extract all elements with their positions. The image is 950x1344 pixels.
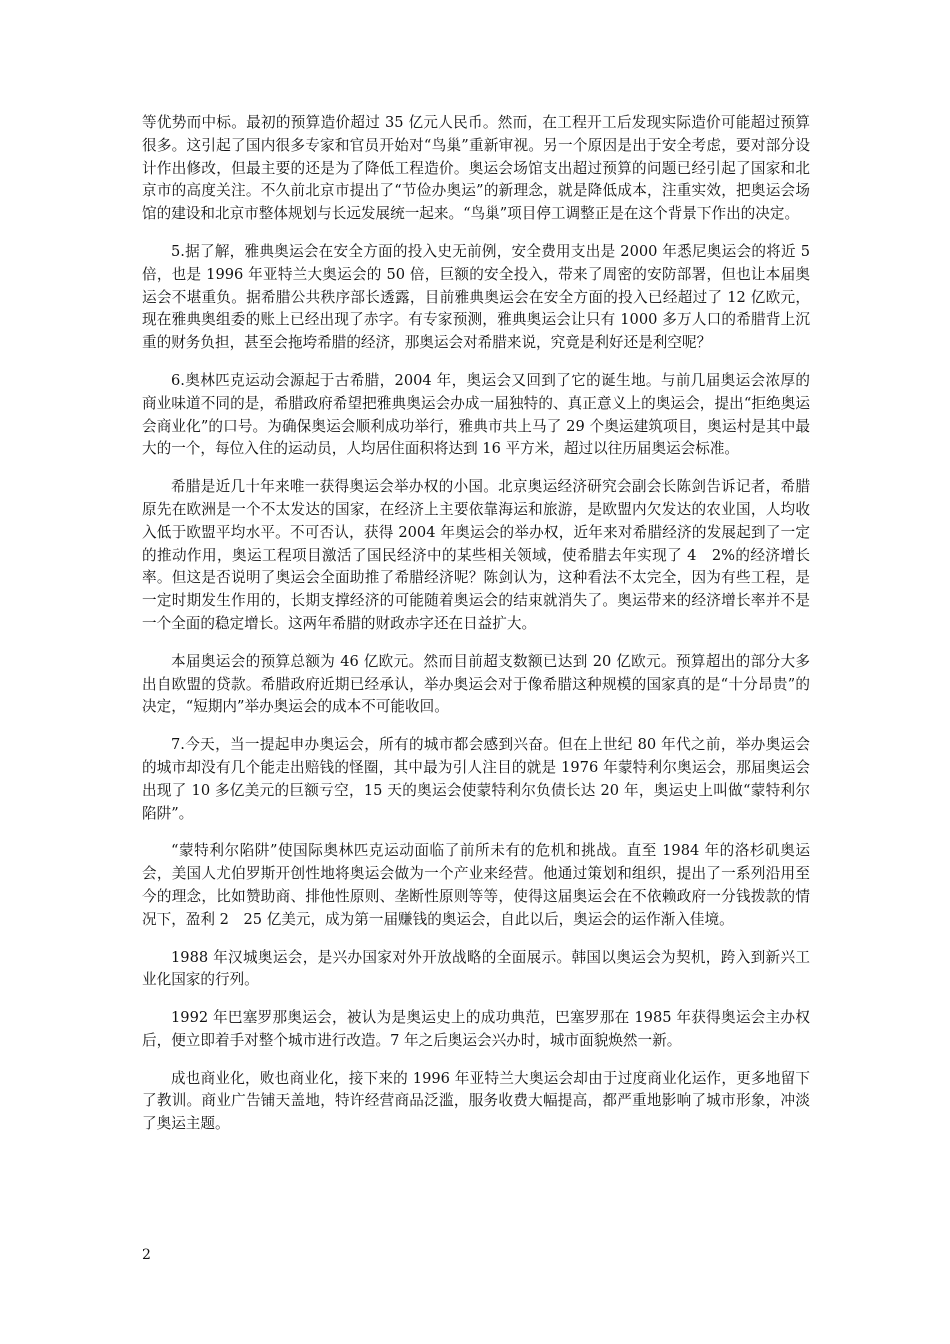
- paragraph-olympics-origin: 6.奥林匹克运动会源起于古希腊，2004 年，奥运会又回到了它的诞生地。与前几届奥运会浓厚的商业味道不同的是，希腊政府希望把雅典奥运会办成一届独特的、真正意义上的奥运会，提出“拒绝奥运会商业化”的口号。为确保奥运会顺利成功举行，雅典市共上马了 29 个奥运建筑项目，奥运村是其中最大的一个，每位入住的运动员，人均居住面积将达到 16 平方米，超过以往历届奥运会标准。: [142, 371, 810, 458]
- paragraph-atlanta-1996: 成也商业化，败也商业化，接下来的 1996 年亚特兰大奥运会却由于过度商业化运作，更多地留下了教训。商业广告铺天盖地，特许经营商品泛滥，服务收费大幅提高，都严重地影响了城市形象，冲淡了奥运主题。: [142, 1069, 810, 1133]
- paragraph-seoul-1988: 1988 年汉城奥运会，是兴办国家对外开放战略的全面展示。韩国以奥运会为契机，跨入到新兴工业化国家的行列。: [142, 948, 810, 989]
- paragraph-greece-economy: 希腊是近几十年来唯一获得奥运会举办权的小国。北京奥运经济研究会副会长陈剑告诉记者，希腊原先在欧洲是一个不太发达的国家，在经济上主要依靠海运和旅游，是欧盟内欠发达的农业国，人均收入低于欧盟平均水平。不可否认，获得 2004 年奥运会的举办权，近年来对希腊经济的发展起到了一定的推动作用，奥运工程项目激活了国民经济中的某些相关领域，使希腊去年实现了 4 2%的经济增长率。但这是否说明了奥运会全面助推了希腊经济呢？陈剑认为，这种看法不太完全，因为有些工程，是一定时期发生作用的，长期支撑经济的可能随着奥运会的结束就消失了。奥运带来的经济增长率并不是一个全面的稳定增长。这两年希腊的财政赤字还在日益扩大。: [142, 478, 810, 632]
- page-number: 2: [142, 1247, 151, 1263]
- paragraph-montreal-trap: 7.今天，当一提起申办奥运会，所有的城市都会感到兴奋。但在上世纪 80 年代之前，举办奥运会的城市却没有几个能走出赔钱的怪圈，其中最为引人注目的就是 1976 年蒙特利尔奥运会，那届奥运会出现了 10 多亿美元的巨额亏空，15 天的奥运会使蒙特利尔负债长达 20 年，奥运史上叫做“蒙特利尔陷阱”。: [142, 736, 810, 822]
- paragraph-los-angeles: “蒙特利尔陷阱”使国际奥林匹克运动面临了前所未有的危机和挑战。直至 1984 年的洛杉矶奥运会，美国人尤伯罗斯开创性地将奥运会做为一个产业来经营。他通过策划和组织，提出了一系列沿用至今的理念，比如赞助商、排他性原则、垄断性原则等等，使得这届奥运会在不依赖政府一分钱拨款的情况下，盈利 2 25 亿美元，成为第一届赚钱的奥运会，自此以后，奥运会的运作渐入佳境。: [142, 842, 810, 928]
- body-text: [142, 112, 810, 1151]
- paragraph-athens-security: 5.据了解，雅典奥运会在安全方面的投入史无前例，安全费用支出是 2000 年悉尼奥运会的将近 5 倍，也是 1996 年亚特兰大奥运会的 50 倍，巨额的安全投入，带来了周密的安防部署，但也让本届奥运会不堪重负。据希腊公共秩序部长透露，目前雅典奥运会在安全方面的投入已经超过了 12 亿欧元，现在雅典奥组委的账上已经出现了赤字。有专家预测，雅典奥运会让只有 1000 多万人口的希腊背上沉重的财务负担，甚至会拖垮希腊的经济，那奥运会对希腊来说，究竟是利好还是利空呢？: [142, 242, 810, 352]
- paragraph-bird-nest-budget: 等优势而中标。最初的预算造价超过 35 亿元人民币。然而，在工程开工后发现实际造价可能超过预算很多。这引起了国内很多专家和官员开始对“鸟巢”重新审视。另一个原因是出于安全考虑，要对部分设计作出修改，但最主要的还是为了降低工程造价。奥运会场馆支出超过预算的问题已经引起了国家和北京市的高度关注。不久前北京市提出了“节俭办奥运”的新理念，就是降低成本，注重实效，把奥运会场馆的建设和北京市整体规划与长远发展统一起来。“鸟巢”项目停工调整正是在这个背景下作出的决定。: [142, 114, 810, 223]
- paragraph-barcelona-1992: 1992 年巴塞罗那奥运会，被认为是奥运史上的成功典范，巴塞罗那在 1985 年获得奥运会主办权后，便立即着手对整个城市进行改造。7 年之后奥运会兴办时，城市面貌焕然一新。: [142, 1009, 810, 1049]
- paragraph-athens-budget: 本届奥运会的预算总额为 46 亿欧元。然而目前超支数额已达到 20 亿欧元。预算超出的部分大多出自欧盟的贷款。希腊政府近期已经承认，举办奥运会对于像希腊这种规模的国家真的是“十分昂贵”的决定，“短期内”举办奥运会的成本不可能收回。: [142, 652, 810, 716]
